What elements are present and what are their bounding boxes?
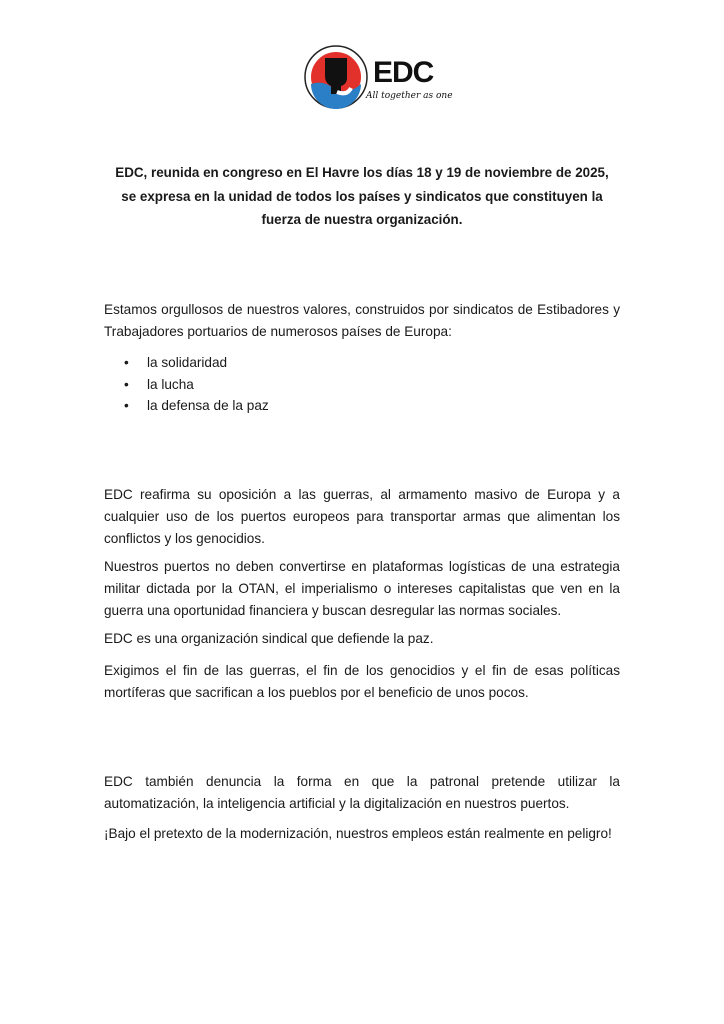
values-list: [104, 352, 620, 417]
edc-logo: [303, 44, 453, 110]
fist-emblem-icon: [303, 44, 369, 110]
paragraph: Exigimos el fin de las guerras, el fin de los genocidios y el fin de esas políticas mortíferas que sacrifican a los pueblos por el beneficio de unos pocos.: [104, 663, 620, 700]
title-line: EDC, reunida en congreso en El Havre los días 18 y 19 de noviembre de 2025,: [115, 165, 609, 180]
intro-section: [104, 299, 620, 417]
logo-wordmark: EDC: [373, 56, 434, 89]
paragraph: Nuestros puertos no deben convertirse en plataformas logísticas de una estrategia militar dictada por la OTAN, el imperialismo o intereses capitalistas que ven en la guerra una oportunidad financiera y buscan desregular las normas sociales.: [104, 559, 620, 618]
document-title: [100, 161, 624, 232]
paragraph: EDC es una organización sindical que defiende la paz.: [104, 631, 434, 646]
title-line: se expresa en la unidad de todos los países y sindicatos que constituyen la: [121, 188, 603, 204]
paragraph: EDC reafirma su oposición a las guerras, al armamento masivo de Europa y a cualquier uso de los puertos europeos para transportar armas que alimentan los conflictos y los genocidios.: [104, 487, 620, 546]
intro-paragraph: Estamos orgullosos de nuestros valores, construidos por sindicatos de Estibadores y Trabajadores portuarios de numerosos países de Europa:: [104, 302, 620, 339]
paragraph: ¡Bajo el pretexto de la modernización, nuestros empleos están realmente en peligro!: [104, 826, 612, 841]
list-item: • la defensa de la paz: [104, 395, 620, 417]
title-line: fuerza de nuestra organización.: [261, 212, 463, 227]
list-item: • la lucha: [104, 374, 620, 396]
list-item: • la solidaridad: [104, 352, 620, 374]
logo-tagline: All together as one: [366, 91, 453, 101]
automation-section: [104, 771, 620, 845]
paragraph: EDC también denuncia la forma en que la patronal pretende utilizar la automatización, la inteligencia artificial y la digitalización en nuestros puertos.: [104, 774, 620, 811]
peace-section: [104, 484, 620, 704]
